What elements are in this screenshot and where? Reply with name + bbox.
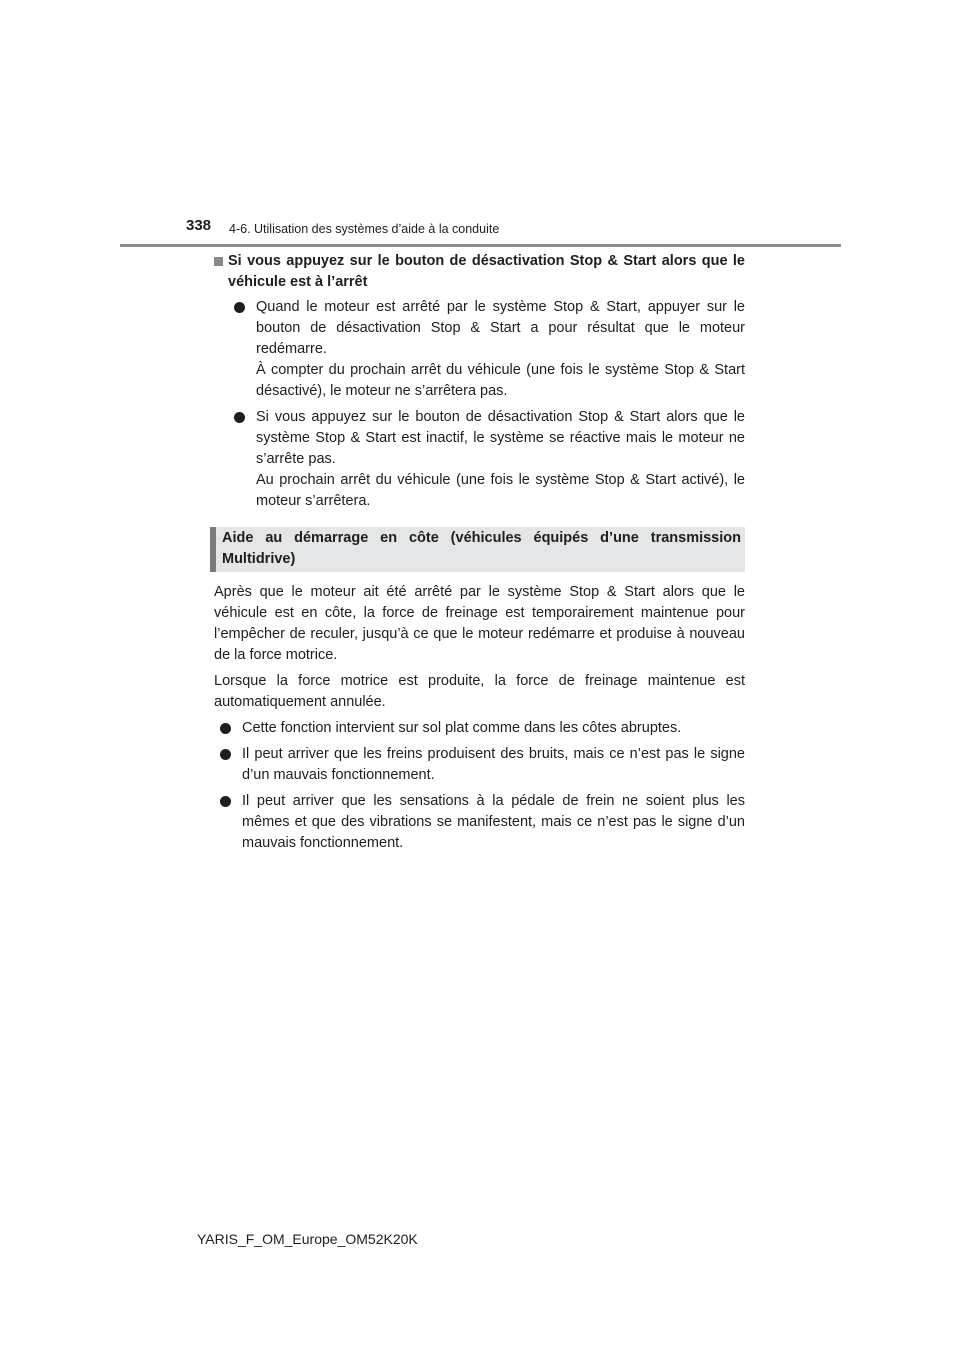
list-item-text: Quand le moteur est arrêté par le système Stop & Start, appuyer sur le bouton de désactivation Stop & Start a pour résultat que le moteur redémarre. [256,299,745,357]
list-item [214,744,745,786]
list-item-text: Il peut arriver que les sensations à la pédale de frein ne soient plus les mêmes et que des vibrations se manifestent, mais ce n’est pas le signe d’un mauvais fonctionnement. [242,793,745,851]
body-paragraph: Après que le moteur ait été arrêté par le système Stop & Start alors que le véhicule est en côte, la force de freinage est temporairement maintenue pour l’empêcher de reculer, jusqu’à ce que le moteur redémarre et produise à nouveau de la force motrice. [214,584,745,663]
list-item-text: Il peut arriver que les freins produisent des bruits, mais ce n’est pas le signe d’un mauvais fonctionnement. [242,746,745,783]
list-item-text: Si vous appuyez sur le bouton de désactivation Stop & Start alors que le système Stop & Start est inactif, le système se réactive mais le moteur ne s’arrête pas. [256,409,745,467]
list-item [214,297,745,402]
list-item [214,407,745,512]
section-title: Aide au démarrage en côte (véhicules équipés d’une transmission Multidrive) [222,530,741,567]
bullet-dot-icon [220,723,231,734]
bullet-dot-icon [234,412,245,423]
list-item-text: À compter du prochain arrêt du véhicule (une fois le système Stop & Start désactivé), le moteur ne s’arrêtera pas. [256,362,745,399]
bullet-list [214,718,745,854]
section-title-box [210,527,745,572]
page-number: 338 [186,217,212,234]
body-paragraph: Lorsque la force motrice est produite, la force de freinage maintenue est automatiquement annulée. [214,673,745,710]
page-content [214,251,745,859]
section-heading-text: Si vous appuyez sur le bouton de désactivation Stop & Start alors que le véhicule est à l’arrêt [228,253,745,290]
bullet-dot-icon [220,796,231,807]
section-heading-stop-start-button [214,251,745,293]
list-item-text: Cette fonction intervient sur sol plat comme dans les côtes abruptes. [242,720,682,736]
square-bullet-icon [214,257,223,266]
breadcrumb: 4-6. Utilisation des systèmes d’aide à la conduite [229,222,500,236]
document-id-footer: YARIS_F_OM_Europe_OM52K20K [197,1231,418,1247]
bullet-dot-icon [220,749,231,760]
list-item [214,791,745,854]
bullet-dot-icon [234,302,245,313]
header-divider [120,244,841,247]
list-item-text: Au prochain arrêt du véhicule (une fois le système Stop & Start activé), le moteur s’arrêtera. [256,472,745,509]
list-item [214,718,745,739]
